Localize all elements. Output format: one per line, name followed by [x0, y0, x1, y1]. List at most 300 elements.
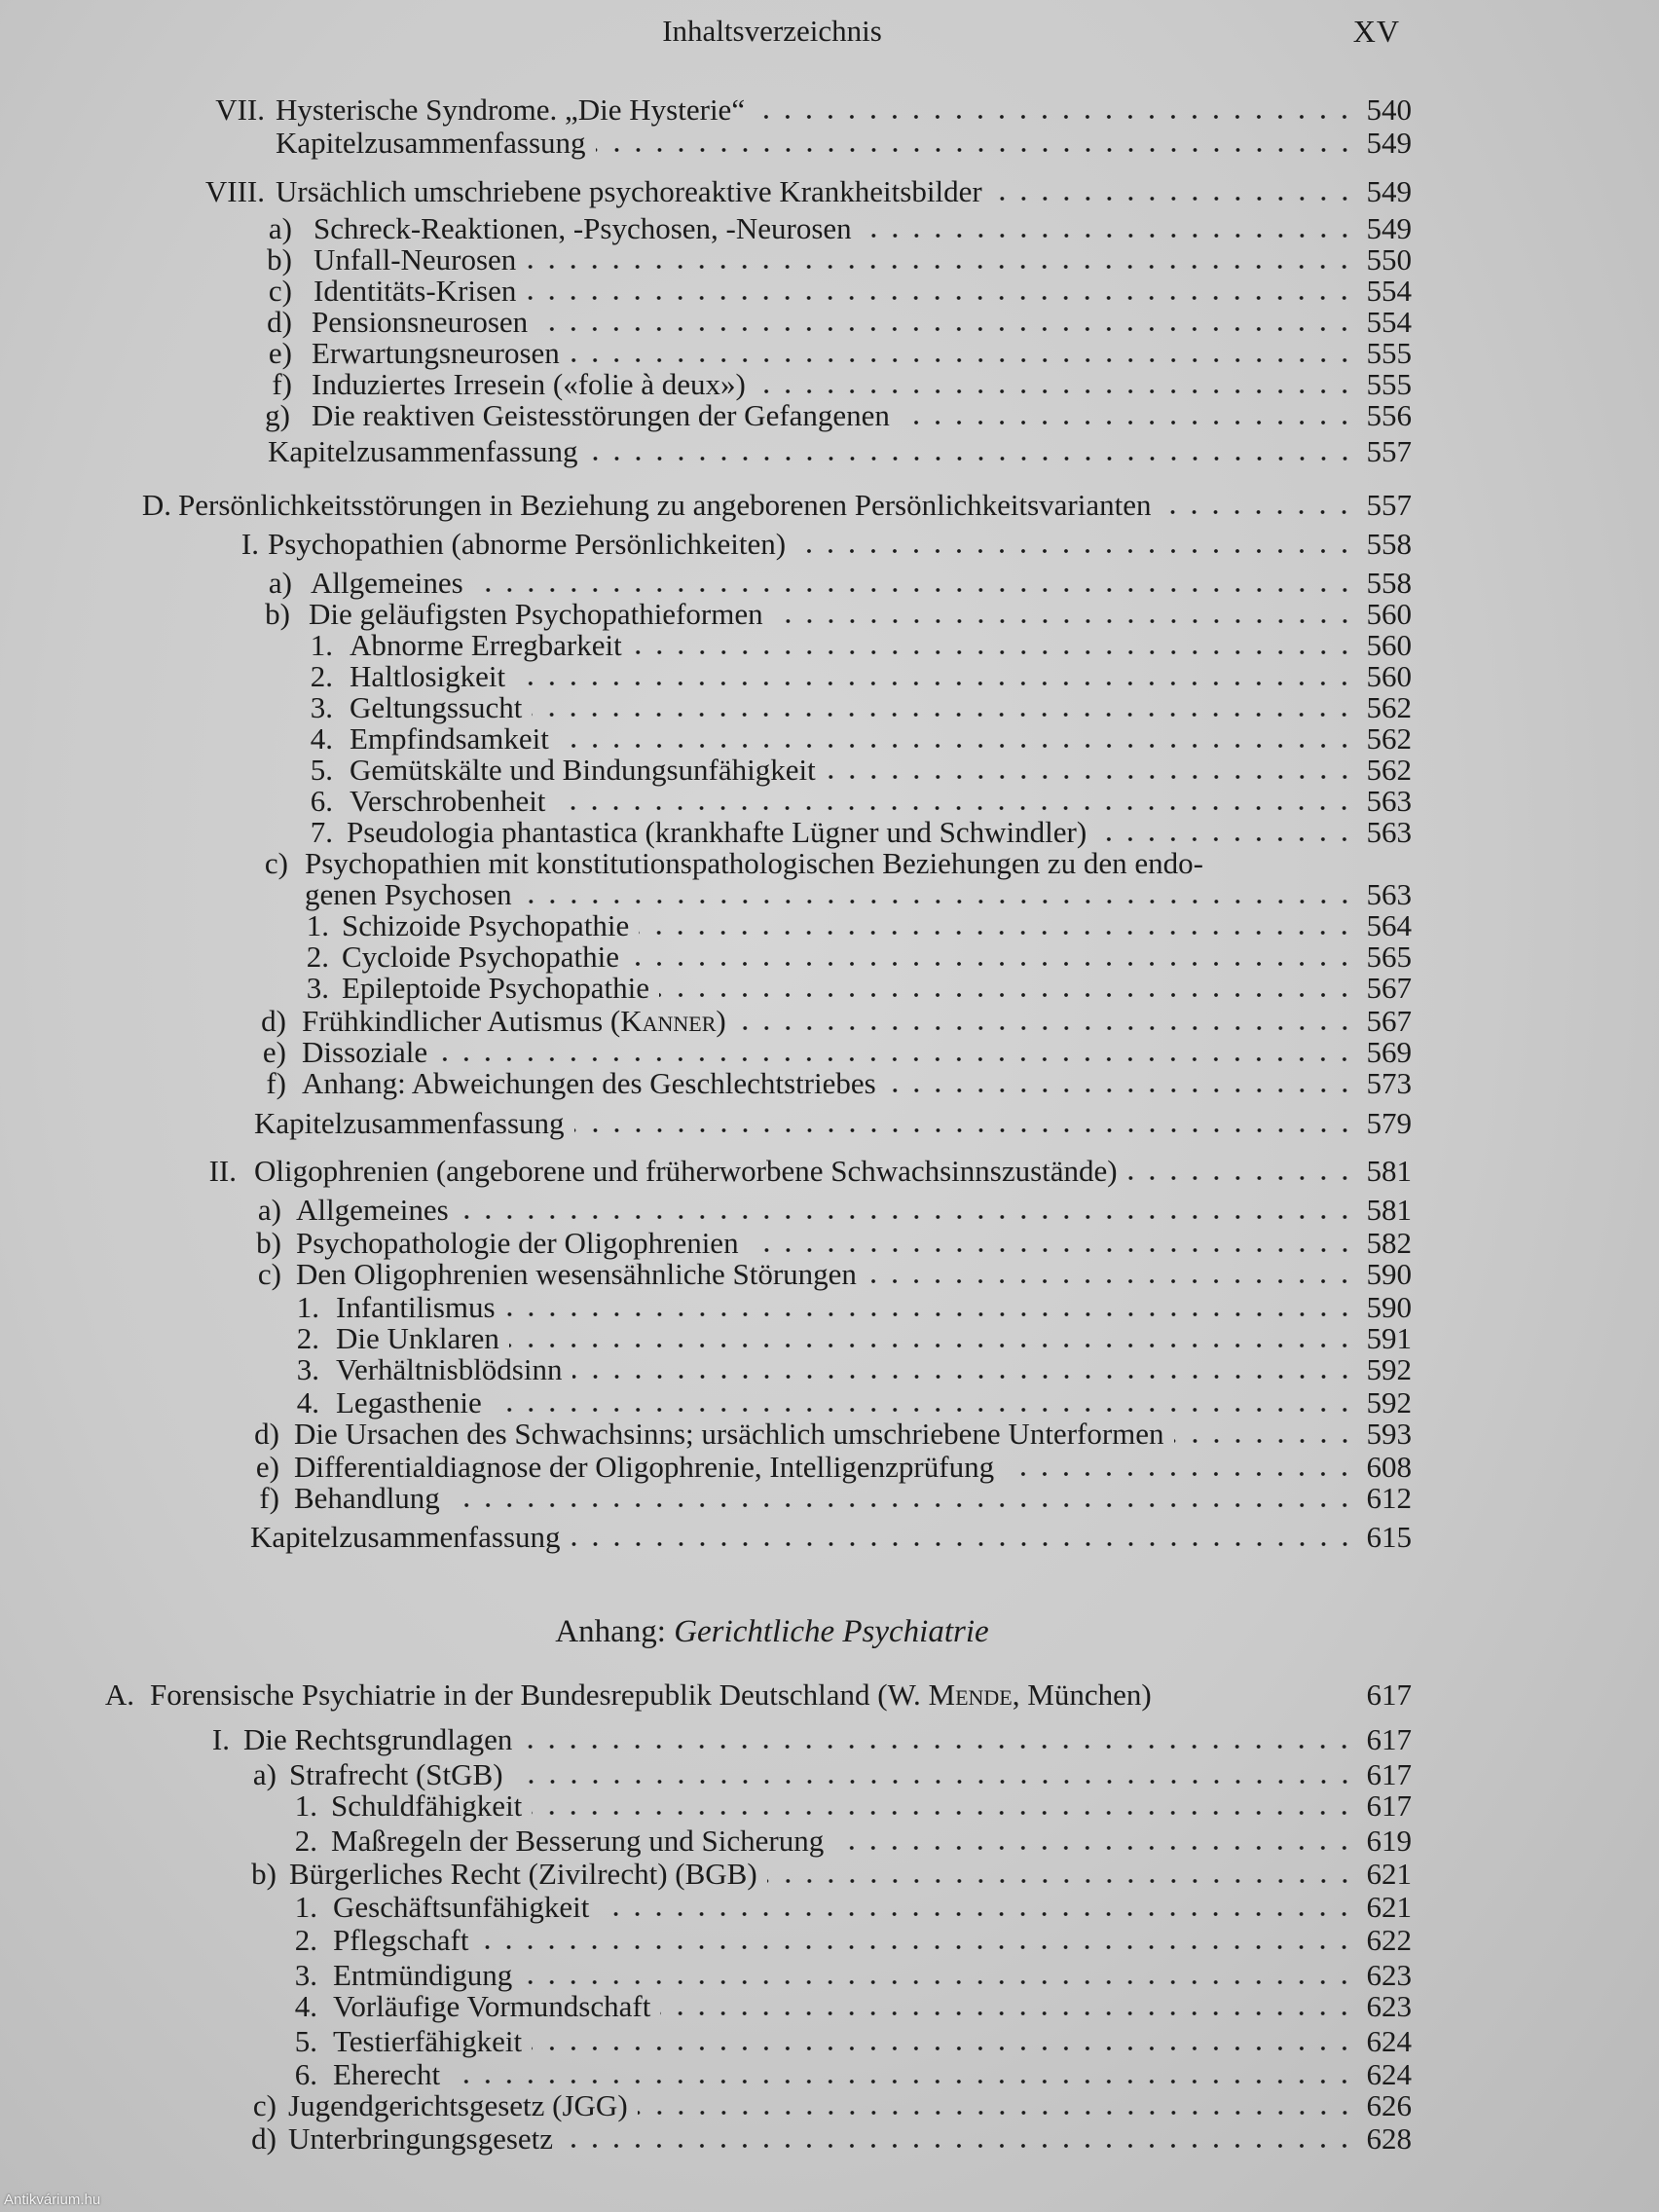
toc-entry-number: VII. [215, 92, 265, 127]
toc-entry-title [331, 1825, 824, 1858]
toc-entry-number: c) [264, 846, 288, 880]
dot-leader [1004, 1471, 1355, 1477]
toc-entry [256, 1226, 1412, 1260]
toc-entry-number: f) [266, 1066, 286, 1100]
toc-entry-number: 3. [296, 1352, 319, 1386]
toc-entry-title [350, 722, 549, 756]
toc-entry-page: 563 [1366, 877, 1412, 911]
toc-entry-title [350, 785, 545, 818]
dot-leader [532, 2046, 1355, 2051]
toc-entry-number: 6. [310, 784, 333, 818]
toc-entry-page: 617 [1366, 1722, 1412, 1756]
toc-entry-page: 555 [1366, 336, 1412, 370]
toc-entry-title-text: Kapitelzusammenfassung [250, 1520, 561, 1554]
dot-leader [638, 2110, 1355, 2116]
toc-entry-title-text: genen Psychosen [305, 877, 512, 911]
toc-entry-title-text: Induziertes Irresein («folie à deux») [312, 367, 746, 401]
running-header-title: Inhaltsverzeichnis [662, 14, 882, 48]
dot-leader [537, 326, 1355, 332]
toc-entry [268, 435, 1412, 468]
toc-entry-title-text: Die Unklaren [336, 1321, 499, 1355]
toc-entry-title [350, 691, 522, 724]
toc-entry-title-text: Strafrecht (StGB) [289, 1757, 503, 1791]
dot-leader [736, 1025, 1355, 1031]
toc-entry [310, 815, 1412, 849]
toc-entry-title-text: Allgemeines [296, 1193, 449, 1227]
toc-entry [268, 274, 1412, 308]
toc-entry-title [333, 2058, 440, 2091]
dot-leader [588, 456, 1355, 461]
toc-entry-title [268, 528, 786, 561]
toc-entry-page: 581 [1366, 1154, 1412, 1188]
toc-entry-title [288, 2089, 628, 2122]
toc-entry [310, 628, 1412, 662]
toc-entry-page: 549 [1366, 174, 1412, 208]
toc-entry [264, 846, 1412, 880]
dot-leader [563, 2143, 1355, 2149]
toc-entry-number: b) [251, 1857, 276, 1891]
toc-entry-number: a) [257, 1193, 281, 1227]
toc-entry-title-text: Die reaktiven Geistesstörungen der Gefangenen [312, 398, 890, 432]
dot-leader [660, 2010, 1355, 2016]
toc-entry [262, 1035, 1412, 1069]
toc-entry-title [333, 1924, 468, 1957]
dot-leader [1174, 1438, 1355, 1444]
toc-entry [268, 566, 1412, 600]
dot-leader [515, 681, 1355, 686]
toc-entry-page: 624 [1366, 2024, 1412, 2058]
toc-entry-title [268, 435, 578, 468]
toc-entry-number: d) [254, 1417, 279, 1451]
dot-leader [639, 930, 1355, 936]
toc-entry-page: 591 [1366, 1321, 1412, 1355]
toc-entry-number: 2. [296, 1321, 319, 1355]
toc-entry-title [254, 1107, 565, 1140]
dot-leader [532, 1810, 1355, 1816]
toc-entry-page: 617 [1366, 1677, 1412, 1712]
toc-entry-title [276, 93, 745, 127]
dot-leader [571, 1541, 1355, 1547]
dot-leader [574, 1127, 1355, 1133]
dot-leader [532, 712, 1355, 718]
toc-entry-title-text: Frühkindlicher Autismus ( [302, 1004, 621, 1038]
toc-entry-title-text: Maßregeln der Besserung und Sicherung [331, 1824, 825, 1858]
dot-leader [795, 548, 1355, 554]
toc-entry [296, 1290, 1412, 1324]
toc-entry [261, 1004, 1412, 1038]
toc-entry-title [276, 127, 586, 160]
toc-entry-page: 579 [1366, 1106, 1412, 1140]
dot-leader [513, 1779, 1355, 1785]
toc-entry-title [305, 878, 512, 911]
toc-entry-title [312, 306, 528, 339]
toc-entry [296, 1352, 1412, 1386]
toc-entry-title [309, 598, 763, 631]
author-name-small-caps: Kanner [620, 1004, 717, 1038]
dot-leader [522, 899, 1355, 904]
toc-entry-title-text: Oligophrenien (angeborene und früherworbene Schwachsinnszustände) [254, 1154, 1118, 1188]
toc-entry [104, 1677, 1412, 1712]
toc-entry-page: 619 [1366, 1824, 1412, 1858]
toc-entry-page: 556 [1366, 398, 1412, 432]
dot-leader [473, 587, 1355, 593]
toc-entry-title-text: Geschäftsunfähigkeit [333, 1890, 590, 1924]
toc-entry [306, 940, 1412, 974]
toc-entry-title-text: Erwartungsneurosen [312, 336, 560, 370]
dot-leader [992, 196, 1355, 202]
toc-entry-page: 555 [1366, 367, 1412, 401]
toc-entry-title [331, 1789, 522, 1823]
toc-entry-number: 1. [294, 1890, 317, 1924]
toc-entry-title-text: Pseudologia phantastica (krankhafte Lügner und Schwindler) [347, 815, 1088, 849]
toc-entry-number: 4. [294, 1989, 317, 2023]
toc-entry [257, 1257, 1412, 1291]
toc-entry-number: f) [272, 367, 292, 401]
toc-entry-title-text: Unfall-Neurosen [313, 242, 517, 276]
toc-entry-page: 608 [1366, 1450, 1412, 1484]
toc-entry-title [288, 2122, 553, 2156]
toc-entry-title [342, 972, 649, 1005]
dot-leader [767, 1878, 1355, 1884]
toc-entry [310, 753, 1412, 787]
toc-entry-title [254, 1155, 1118, 1188]
toc-entry-page: 623 [1366, 1989, 1412, 2023]
toc-entry-title-text: Cycloide Psychopathie [342, 940, 619, 974]
toc-entry-title [350, 754, 816, 787]
toc-entry-title [336, 1322, 499, 1355]
toc-entry [204, 174, 1412, 208]
toc-entry-number: 5. [310, 753, 333, 787]
toc-entry-title-text: Unterbringungsgesetz [288, 2121, 554, 2156]
toc-entry-number: b) [265, 597, 290, 631]
toc-entry-title [333, 1990, 650, 2023]
toc-entry-number: d) [267, 305, 292, 339]
toc-entry-title [333, 1959, 512, 1992]
toc-entry-title [350, 629, 622, 662]
dot-leader [1096, 836, 1355, 842]
toc-entry-number: 2. [310, 659, 333, 693]
toc-entry-title-text: Bürgerliches Recht (Zivilrecht) (BGB) [289, 1857, 757, 1891]
toc-entry-number: A. [104, 1677, 134, 1712]
toc-entry-page: 617 [1366, 1757, 1412, 1791]
dot-leader [755, 114, 1355, 120]
author-name-small-caps: Mende [928, 1677, 1013, 1712]
toc-entry-number: a) [268, 211, 292, 245]
toc-entry-page: 621 [1366, 1857, 1412, 1891]
toc-entry-page: 567 [1366, 971, 1412, 1005]
toc-entry-title-text: Kapitelzusammenfassung [254, 1106, 565, 1140]
toc-entry [255, 1450, 1412, 1484]
toc-entry [211, 1722, 1412, 1756]
toc-entry-title [336, 1291, 496, 1324]
toc-entry-title-text: Jugendgerichtsgesetz (JGG) [288, 2088, 628, 2122]
toc-entry-number: 1. [296, 1290, 319, 1324]
toc-entry-title-text: Forensische Psychiatrie in der Bundesrepublik Deutschland (W. [150, 1677, 929, 1712]
toc-entry-title-text: Kapitelzusammenfassung [268, 434, 578, 468]
toc-entry-number: d) [251, 2121, 276, 2156]
toc-entry-page: 590 [1366, 1290, 1412, 1324]
toc-entry-title [294, 1482, 440, 1515]
toc-entry-title-suffix: , München) [1012, 1677, 1152, 1712]
toc-entry-page: 549 [1366, 126, 1412, 160]
toc-entry-page: 562 [1366, 721, 1412, 756]
toc-entry-page: 569 [1366, 1035, 1412, 1069]
toc-entry [267, 305, 1412, 339]
toc-entry-title [312, 399, 890, 432]
toc-entry-title-text: Verschrobenheit [350, 784, 546, 818]
dot-leader [570, 357, 1355, 363]
dot-leader [555, 805, 1355, 811]
toc-entry [294, 1989, 1412, 2023]
toc-entry-title-text: Pflegschaft [333, 1923, 469, 1957]
toc-entry [208, 1154, 1412, 1188]
toc-entry-title [342, 940, 619, 974]
toc-entry-title-text: Empfindsamkeit [350, 721, 549, 756]
dot-leader [572, 1374, 1356, 1380]
toc-entry-number: 1. [294, 1788, 317, 1823]
toc-entry-title [296, 1194, 449, 1227]
toc-entry-title [296, 1258, 857, 1291]
toc-entry-page: 592 [1366, 1352, 1412, 1386]
dot-leader [492, 1407, 1355, 1413]
toc-entry-number: 3. [310, 690, 333, 724]
toc-entry-title [333, 2025, 522, 2058]
toc-entry-title-text: Testierfähigkeit [333, 2024, 523, 2058]
toc-entry-title-text: Identitäts-Krisen [313, 274, 517, 308]
dot-leader [1161, 509, 1355, 515]
toc-entry-page: 557 [1366, 434, 1412, 468]
toc-entry-page: 560 [1366, 597, 1412, 631]
toc-entry-title-text: Legasthenie [336, 1385, 482, 1419]
toc-entry-number: d) [261, 1004, 286, 1038]
toc-entry-page: 582 [1366, 1226, 1412, 1260]
toc-entry [296, 1321, 1412, 1355]
toc-entry-number: c) [268, 274, 292, 308]
toc-entry-number: f) [259, 1481, 279, 1515]
toc-entry-page: 558 [1366, 527, 1412, 561]
toc-entry-title [313, 243, 516, 276]
toc-entry-title-text: Epileptoide Psychopathie [342, 971, 649, 1005]
dot-leader [773, 618, 1355, 624]
toc-entry-title [294, 1418, 1164, 1451]
page-number-roman: XV [1352, 14, 1400, 49]
toc-entry [141, 488, 1412, 522]
toc-entry-number: b) [267, 242, 292, 276]
dot-leader [450, 2079, 1355, 2084]
toc-entry-page: 558 [1366, 566, 1412, 600]
toc-entry-number: b) [256, 1226, 281, 1260]
toc-entry-number: I. [240, 527, 259, 561]
toc-entry [240, 527, 1412, 561]
toc-entry-title [312, 368, 746, 401]
toc-entry-title [289, 1858, 757, 1891]
toc-entry-title-text: Entmündigung [333, 1958, 513, 1992]
toc-entry [267, 242, 1412, 276]
toc-entry-title [342, 909, 629, 942]
dot-leader [866, 1278, 1355, 1284]
toc-entry-title-text: Behandlung [294, 1481, 440, 1515]
toc-entry-page: 563 [1366, 784, 1412, 818]
toc-entry-number: I. [211, 1722, 230, 1756]
toc-entry-title-text: Gemütskälte und Bindungsunfähigkeit [350, 753, 816, 787]
toc-entry [268, 211, 1412, 245]
toc-entry-number: 5. [294, 2024, 317, 2058]
toc-entry-number: 1. [306, 908, 329, 942]
toc-entry-number: 2. [294, 1923, 317, 1957]
toc-entry-title-text: Schreck-Reaktionen, -Psychosen, -Neurosen [313, 211, 852, 245]
toc-entry-page: 554 [1366, 274, 1412, 308]
toc-entry-number: 4. [296, 1385, 319, 1419]
toc-entry-page: 628 [1366, 2121, 1412, 2156]
dot-leader [526, 264, 1355, 270]
toc-entry [294, 2057, 1412, 2091]
toc-entry-title-text: Psychopathien mit konstitutionspathologischen Beziehungen zu den endo- [305, 846, 1203, 880]
dot-leader [599, 1911, 1355, 1917]
toc-entry [310, 690, 1412, 724]
toc-entry-page: 554 [1366, 305, 1412, 339]
toc-entry-title [347, 816, 1087, 849]
toc-entry [254, 1417, 1412, 1451]
toc-entry-title-text: Die Rechtsgrundlagen [243, 1722, 513, 1756]
toc-entry-number: e) [268, 336, 292, 370]
toc-entry-page: 592 [1366, 1385, 1412, 1419]
toc-entry-number: 4. [310, 721, 333, 756]
toc-entry-title [276, 175, 982, 208]
dot-leader [596, 147, 1355, 153]
toc-entry [294, 1824, 1412, 1858]
toc-entry [215, 92, 1412, 127]
toc-entry-title [313, 212, 852, 245]
toc-entry-title-text: Persönlichkeitsstörungen in Beziehung zu angeborenen Persönlichkeitsvarianten [178, 488, 1152, 522]
watermark: Antikvárium.hu [4, 2192, 101, 2208]
appendix-heading [0, 1614, 1544, 1650]
toc-entry-number: 2. [294, 1824, 317, 1858]
toc-entry-title-text: Die geläufigsten Psychopathieformen [309, 597, 763, 631]
dot-leader [629, 961, 1355, 967]
toc-entry-title [296, 1227, 739, 1260]
toc-entry-page: 621 [1366, 1890, 1412, 1924]
toc-entry-title-text: Psychopathologie der Oligophrenien [296, 1226, 739, 1260]
dot-leader [505, 1311, 1355, 1317]
toc-entry-title [350, 660, 505, 693]
toc-entry [251, 1857, 1412, 1891]
toc-entry-number: D. [141, 488, 171, 522]
toc-entry-number: c) [257, 1257, 281, 1291]
dot-leader [749, 1247, 1355, 1253]
toc-entry-title-suffix: ) [716, 1004, 726, 1038]
toc-entry-title-text: Abnorme Erregbarkeit [350, 628, 622, 662]
toc-entry [306, 908, 1412, 942]
toc-entry-page: 563 [1366, 815, 1412, 849]
toc-entry-page: 573 [1366, 1066, 1412, 1100]
toc-entry-number: II. [208, 1154, 237, 1188]
toc-entry-title [313, 275, 516, 308]
toc-entry [310, 659, 1412, 693]
toc-entry-number: c) [252, 2088, 276, 2122]
dot-leader [450, 1502, 1355, 1508]
dot-leader [522, 1744, 1355, 1750]
toc-entry [310, 721, 1412, 756]
toc-entry-number: g) [265, 398, 290, 432]
toc-entry-title [294, 1451, 994, 1484]
toc-entry [294, 1788, 1412, 1823]
toc-entry-page: 557 [1366, 488, 1412, 522]
toc-entry [252, 1757, 1412, 1791]
toc-entry-title-text: Eherecht [333, 2057, 441, 2091]
toc-entry-title [178, 489, 1151, 522]
dot-leader [522, 1979, 1355, 1985]
dot-leader [632, 649, 1355, 655]
toc-entry-title-text: Haltlosigkeit [350, 659, 506, 693]
toc-entry [266, 1066, 1412, 1100]
dot-leader [756, 388, 1355, 394]
dot-leader [862, 233, 1355, 239]
toc-entry [254, 1107, 1412, 1140]
toc-entry [252, 2088, 1412, 2122]
dot-leader [437, 1056, 1355, 1062]
dot-leader [459, 1214, 1355, 1220]
toc-entry-title-text: Anhang: Abweichungen des Geschlechtstriebes [302, 1066, 876, 1100]
toc-entry [257, 1193, 1412, 1227]
toc-entry [276, 127, 1412, 160]
toc-entry-title-text: Verhältnisblödsinn [336, 1352, 563, 1386]
toc-entry-title-text: Den Oligophrenien wesensähnliche Störungen [296, 1257, 857, 1291]
toc-entry-title [243, 1723, 512, 1756]
toc-entry-title [333, 1891, 589, 1924]
toc-entry-page: 560 [1366, 628, 1412, 662]
toc-entry-number: 3. [306, 971, 329, 1005]
toc-entry-number: 7. [310, 815, 333, 849]
toc-entry-number: 2. [306, 940, 329, 974]
toc-entry-title [305, 847, 1203, 880]
toc-entry-title [250, 1521, 561, 1554]
toc-entry-page: 623 [1366, 1958, 1412, 1992]
toc-entry [259, 1481, 1412, 1515]
dot-leader [833, 1845, 1355, 1851]
toc-entry-title [302, 1005, 726, 1038]
toc-entry [265, 597, 1412, 631]
toc-entry-page: 612 [1366, 1481, 1412, 1515]
toc-entry-number: a) [268, 566, 292, 600]
toc-entry-number: 1. [310, 628, 333, 662]
toc-entry-page: 562 [1366, 690, 1412, 724]
toc-entry-title-text: Kapitelzusammenfassung [276, 126, 586, 160]
toc-entry [272, 367, 1412, 401]
toc-entry-title-text: Pensionsneurosen [312, 305, 529, 339]
dot-leader [509, 1343, 1355, 1348]
toc-entry-title [302, 1036, 427, 1069]
toc-entry-number: e) [255, 1450, 279, 1484]
toc-entry [305, 878, 1412, 911]
toc-entry-number: 6. [294, 2057, 317, 2091]
toc-entry-title [336, 1386, 482, 1419]
toc-entry-title-text: Geltungssucht [350, 690, 523, 724]
toc-entry-page: 593 [1366, 1417, 1412, 1451]
appendix-title: Gerichtliche Psychiatrie [674, 1614, 989, 1649]
toc-entry [310, 784, 1412, 818]
toc-entry-page: 581 [1366, 1193, 1412, 1227]
toc-entry-page: 590 [1366, 1257, 1412, 1291]
toc-entry-title-text: Psychopathien (abnorme Persönlichkeiten) [268, 527, 787, 561]
toc-entry-page: 615 [1366, 1520, 1412, 1554]
dot-leader [900, 420, 1355, 425]
toc-entry-page: 550 [1366, 242, 1412, 276]
toc-entry-page: 540 [1366, 92, 1412, 127]
toc-entry-title [289, 1758, 503, 1791]
toc-entry [251, 2121, 1412, 2156]
dot-leader [886, 1088, 1355, 1093]
toc-entry-page: 565 [1366, 940, 1412, 974]
